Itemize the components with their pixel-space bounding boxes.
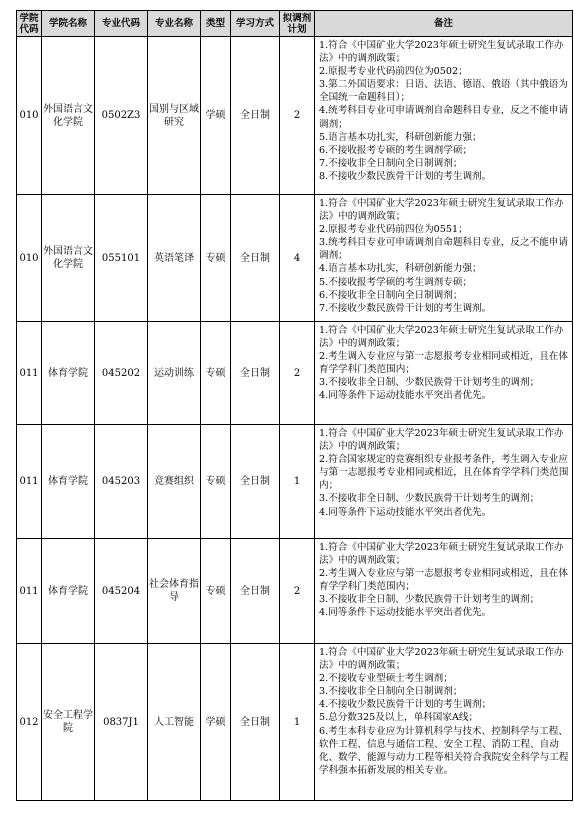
major-code: 045204 xyxy=(95,539,148,644)
note-line: 4.不接收少数民族骨干计划的考生调剂； xyxy=(319,699,492,711)
college-code: 012 xyxy=(17,644,42,801)
plan-count: 2 xyxy=(280,322,315,425)
note-line: 5.不接收报考学硕的考生调剂专硕； xyxy=(319,276,473,288)
header-major-code: 专业代码 xyxy=(95,11,148,37)
header-row xyxy=(17,11,573,37)
degree-type: 专硕 xyxy=(201,539,231,644)
note-line: 2.符合国家规定的竞赛组织专业报考条件，考生调入专业应与第一志愿报考专业相同或相近，且在体育学学科门类范围内； xyxy=(319,454,569,492)
header-college-name: 学院名称 xyxy=(42,11,95,37)
note-line: 4.语言基本功扎实，科研创新能力强； xyxy=(319,263,482,275)
note-line: 3.不接收非全日制、少数民族骨干计划考生的调剂； xyxy=(319,377,540,389)
header-plan: 拟调剂计划 xyxy=(280,11,315,37)
note-line: 2.原报考专业代码前四位为0551； xyxy=(319,224,468,236)
study-mode: 全日制 xyxy=(231,195,280,322)
study-mode: 全日制 xyxy=(231,322,280,425)
college-name: 体育学院 xyxy=(42,425,95,539)
table-row xyxy=(17,425,573,539)
note-line: 7.不接收少数民族骨干计划的考生调剂。 xyxy=(319,302,492,314)
header-major-name: 专业名称 xyxy=(148,11,201,37)
study-mode: 全日制 xyxy=(231,425,280,539)
major-name: 社会体育指导 xyxy=(148,539,201,644)
major-name: 国别与区域研究 xyxy=(148,37,201,195)
note-line: 1.符合《中国矿业大学2023年硕士研究生复试录取工作办法》中的调剂政策； xyxy=(319,542,564,567)
plan-count: 2 xyxy=(280,539,315,644)
college-code: 010 xyxy=(17,195,42,322)
major-code: 0502Z3 xyxy=(95,37,148,195)
table-row xyxy=(17,539,573,644)
college-code: 011 xyxy=(17,425,42,539)
major-code: 045203 xyxy=(95,425,148,539)
degree-type: 专硕 xyxy=(201,322,231,425)
major-name: 英语笔译 xyxy=(148,195,201,322)
degree-type: 专硕 xyxy=(201,425,231,539)
note-line: 3.不接收非全日制向全日制调剂； xyxy=(319,686,463,698)
college-name: 安全工程学院 xyxy=(42,644,95,801)
note-line: 8.不接收少数民族骨干计划的考生调剂。 xyxy=(319,170,492,182)
degree-type: 学硕 xyxy=(201,644,231,801)
note-line: 2.考生调入专业应与第一志愿报考专业相同或相近，且在体育学学科门类范围内； xyxy=(319,351,568,376)
major-code: 0837J1 xyxy=(95,644,148,801)
notes-cell xyxy=(315,37,573,195)
college-code: 010 xyxy=(17,37,42,195)
major-name: 竞赛组织 xyxy=(148,425,201,539)
notes-cell xyxy=(315,425,573,539)
note-line: 6.不接收报考专硕的考生调剂学硕； xyxy=(319,144,473,156)
plan-count: 1 xyxy=(280,644,315,801)
note-line: 3.第二外国语要求：日语、法语、德语、俄语（其中俄语为全国统一命题科目）； xyxy=(319,79,568,104)
plan-count: 4 xyxy=(280,195,315,322)
note-line: 1.符合《中国矿业大学2023年硕士研究生复试录取工作办法》中的调剂政策； xyxy=(319,325,564,350)
header-notes: 备注 xyxy=(315,11,573,37)
degree-type: 专硕 xyxy=(201,195,231,322)
table-row xyxy=(17,322,573,425)
note-line: 4.同等条件下运动技能水平突出者优先。 xyxy=(319,506,492,518)
study-mode: 全日制 xyxy=(231,539,280,644)
note-line: 6.不接收非全日制向全日制调剂； xyxy=(319,289,463,301)
notes-cell xyxy=(315,644,573,801)
adjustment-table xyxy=(16,10,573,801)
note-line: 6.考生本科专业应为计算机科学与技术、控制科学与工程、软件工程、信息与通信工程、安全工程、消防工程、自动化、数学、能源与动力工程等相关符合我院安全科学与工程学科强本拓新发展的相关专业。 xyxy=(319,725,569,776)
note-line: 1.符合《中国矿业大学2023年硕士研究生复试录取工作办法》中的调剂政策； xyxy=(319,428,564,453)
note-line: 4.统考科目专业可申请调剂自命题科目专业，反之不能申请调剂； xyxy=(319,105,568,130)
note-line: 5.语言基本功扎实，科研创新能力强； xyxy=(319,131,482,143)
note-line: 7.不接收非全日制向全日制调剂； xyxy=(319,157,463,169)
plan-count: 1 xyxy=(280,425,315,539)
note-line: 2.不接收专业型硕士考生调剂； xyxy=(319,673,453,685)
college-name: 外国语言文化学院 xyxy=(42,195,95,322)
note-line: 2.原报考专业代码前四位为0502； xyxy=(319,66,468,78)
note-line: 1.符合《中国矿业大学2023年硕士研究生复试录取工作办法》中的调剂政策； xyxy=(319,647,564,672)
degree-type: 学硕 xyxy=(201,37,231,195)
college-name: 外国语言文化学院 xyxy=(42,37,95,195)
header-study-mode: 学习方式 xyxy=(231,11,280,37)
college-code: 011 xyxy=(17,539,42,644)
note-line: 1.符合《中国矿业大学2023年硕士研究生复试录取工作办法》中的调剂政策； xyxy=(319,198,564,223)
major-name: 运动训练 xyxy=(148,322,201,425)
note-line: 3.统考科目专业可申请调剂自命题科目专业，反之不能申请调剂； xyxy=(319,237,568,262)
header-type: 类型 xyxy=(201,11,231,37)
table-row xyxy=(17,37,573,195)
major-code: 055101 xyxy=(95,195,148,322)
table-row xyxy=(17,644,573,801)
study-mode: 全日制 xyxy=(231,644,280,801)
note-line: 4.同等条件下运动技能水平突出者优先。 xyxy=(319,390,492,402)
notes-cell xyxy=(315,322,573,425)
college-name: 体育学院 xyxy=(42,539,95,644)
note-line: 2.考生调入专业应与第一志愿报考专业相同或相近，且在体育学学科门类范围内； xyxy=(319,568,568,593)
college-code: 011 xyxy=(17,322,42,425)
major-code: 045202 xyxy=(95,322,148,425)
table-row xyxy=(17,195,573,322)
header-college-code: 学院代码 xyxy=(17,11,42,37)
plan-count: 2 xyxy=(280,37,315,195)
note-line: 1.符合《中国矿业大学2023年硕士研究生复试录取工作办法》中的调剂政策； xyxy=(319,40,564,65)
note-line: 3.不接收非全日制、少数民族骨干计划考生的调剂； xyxy=(319,594,540,606)
major-name: 人工智能 xyxy=(148,644,201,801)
college-name: 体育学院 xyxy=(42,322,95,425)
note-line: 5.总分数325及以上，单科国家A线； xyxy=(319,712,479,724)
study-mode: 全日制 xyxy=(231,37,280,195)
notes-cell xyxy=(315,195,573,322)
note-line: 3.不接收非全日制、少数民族骨干计划考生的调剂； xyxy=(319,493,540,505)
note-line: 4.同等条件下运动技能水平突出者优先。 xyxy=(319,607,492,619)
notes-cell xyxy=(315,539,573,644)
